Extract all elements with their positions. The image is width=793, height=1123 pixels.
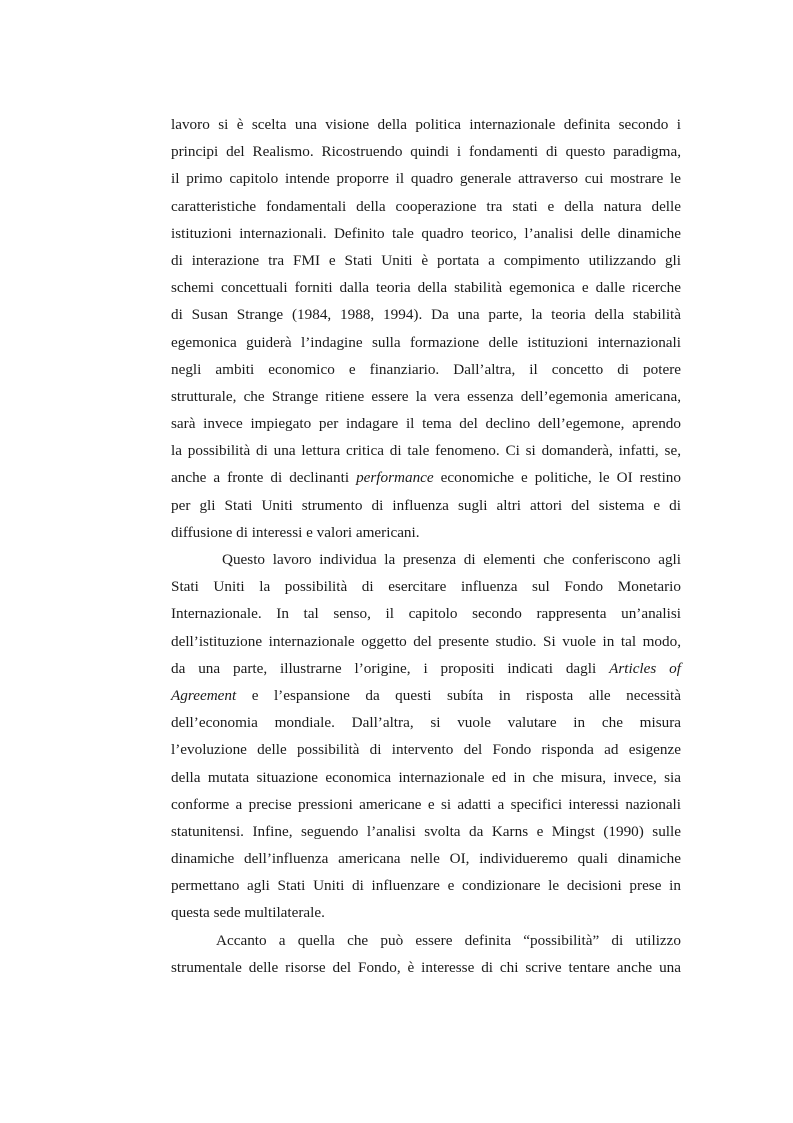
text-line: caratteristiche fondamentali della cooperazione tra stati e della natura delle [171, 197, 681, 215]
text-line: lavoro si è scelta una visione della politica internazionale definita secondo i [171, 116, 681, 133]
text-line: dell’istituzione internazionale oggetto del presente studio. Si vuole in tal modo, [171, 632, 681, 650]
text-line: strutturale, che Strange ritiene essere la vera essenza dell’egemonia americana, [171, 387, 681, 405]
text-line: statunitensi. Infine, seguendo l’analisi svolta da Karns e Mingst (1990) sulle [171, 822, 681, 840]
text-line: permettano agli Stati Uniti di influenzare e condizionare le decisioni prese in [171, 877, 681, 895]
paragraph [171, 927, 681, 981]
text-line: schemi concettuali forniti dalla teoria della stabilità egemonica e dalle ricerche [171, 279, 681, 297]
text-line: conforme a precise pressioni americane e si adatti a specifici interessi nazionali [171, 795, 681, 813]
text-line: l’evoluzione delle possibilità di intervento del Fondo risponda ad esigenze [171, 741, 681, 759]
italic-term: Articles of [609, 659, 681, 677]
body-text [171, 111, 681, 981]
italic-term: Agreement [171, 686, 237, 704]
text-line: strumentale delle risorse del Fondo, è interesse di chi scrive tentare anche una [171, 958, 681, 976]
text-line: istituzioni internazionali. Definito tale quadro teorico, l’analisi delle dinamiche [171, 224, 681, 242]
text-line: Internazionale. In tal senso, il capitolo secondo rappresenta un’analisi [171, 605, 681, 623]
text-line: per gli Stati Uniti strumento di influenza sugli altri attori del sistema e di [171, 496, 681, 514]
text-line: egemonica guiderà l’indagine sulla formazione delle istituzioni internazionali [171, 333, 681, 351]
italic-term: performance [356, 469, 434, 487]
text-line: principi del Realismo. Ricostruendo quindi i fondamenti di questo paradigma, [171, 143, 681, 161]
text-line: dinamiche dell’influenza americana nelle OI, individueremo quali dinamiche [171, 850, 681, 868]
text-line: la possibilità di una lettura critica di tale fenomeno. Ci si domanderà, infatti, se, [171, 442, 681, 460]
text-line: di Susan Strange (1984, 1988, 1994). Da una parte, la teoria della stabilità [171, 306, 681, 324]
paragraph [171, 546, 681, 927]
text-line: diffusione di interessi e valori americani. [171, 523, 420, 541]
text-line: Accanto a quella che può essere definita “possibilità” di utilizzo [216, 931, 681, 949]
text-line: sarà invece impiegato per indagare il tema del declino dell’egemone, aprendo [171, 415, 681, 433]
text-line: della mutata situazione economica internazionale ed in che misura, invece, sia [171, 768, 681, 786]
text-line: Questo lavoro individua la presenza di elementi che conferiscono agli [222, 551, 681, 568]
text-line: Stati Uniti la possibilità di esercitare influenza sul Fondo Monetario [171, 578, 681, 596]
text-line: negli ambiti economico e finanziario. Dall’altra, il concetto di potere [171, 360, 681, 378]
text-line: questa sede multilaterale. [171, 904, 325, 922]
text-line: da una parte, illustrarne l’origine, i propositi indicati dagli Articles of [171, 659, 681, 677]
text-line: anche a fronte di declinanti performance economiche e politiche, le OI restino [171, 469, 681, 487]
text-line: dell’economia mondiale. Dall’altra, si vuole valutare in che misura [171, 714, 681, 732]
text-line: Agreement e l’espansione da questi subíta in risposta alle necessità [171, 686, 681, 704]
paragraph [171, 111, 681, 546]
text-line: di interazione tra FMI e Stati Uniti è portata a compimento utilizzando gli [171, 251, 681, 269]
text-line: il primo capitolo intende proporre il quadro generale attraverso cui mostrare le [171, 170, 681, 188]
